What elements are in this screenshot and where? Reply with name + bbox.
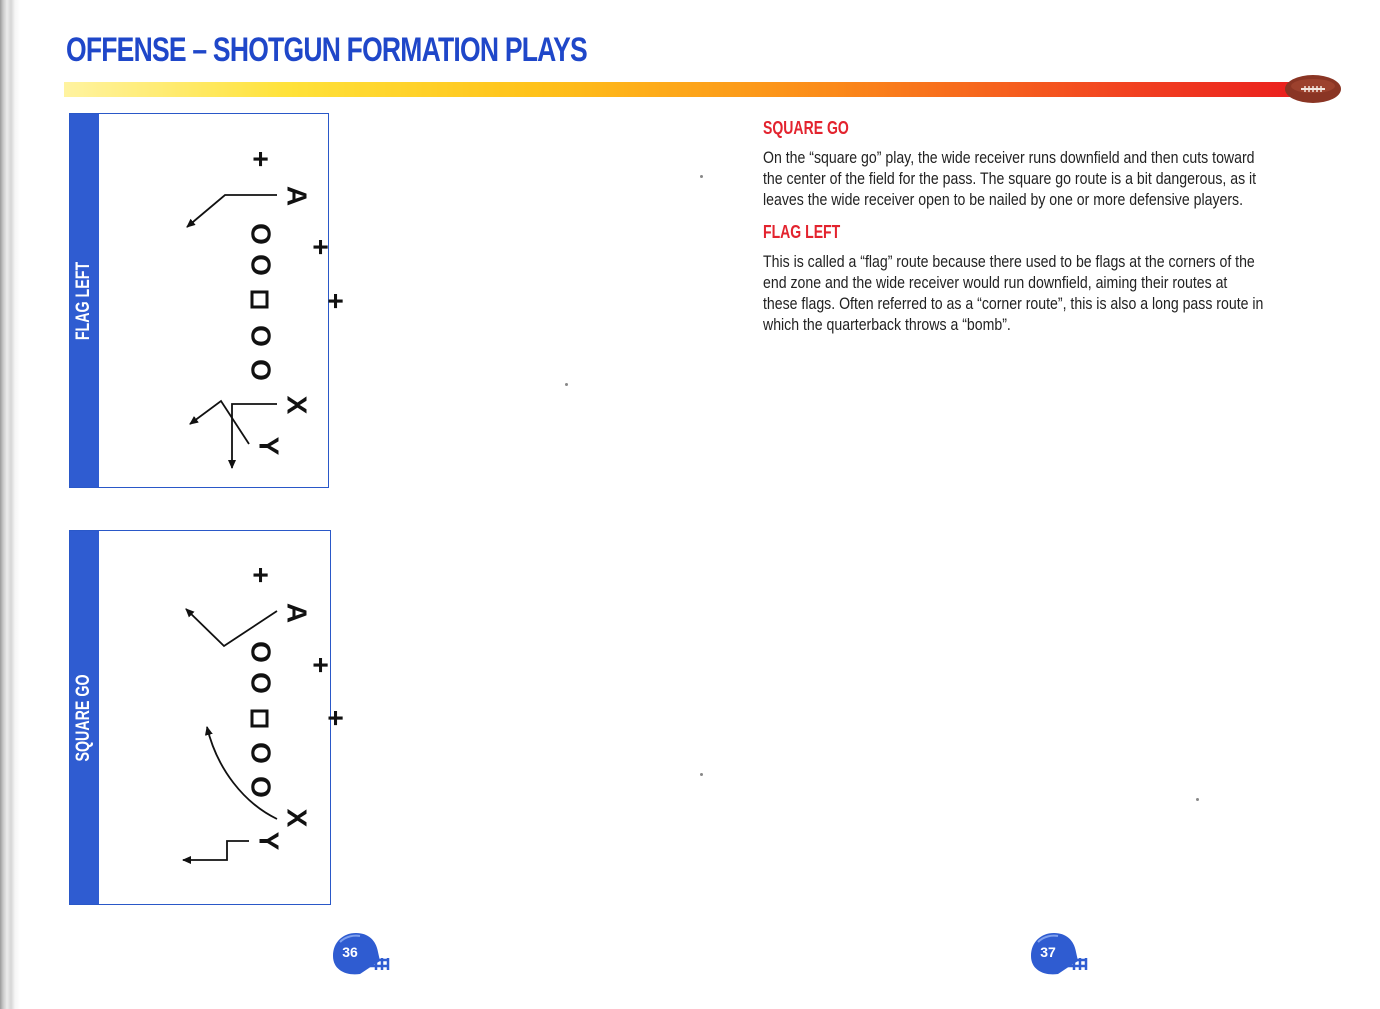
text-line: end zone and the wide receiver would run downfield, aiming their routes at [763,273,1228,292]
lineman-mark: O [245,254,277,276]
gradient-bar [64,82,1304,97]
route-x [207,727,277,819]
defender-mark: + [305,238,337,256]
route-y [190,401,249,444]
receiver-y-mark: Y [253,831,285,851]
route-y [183,841,249,860]
defender-mark: + [245,150,277,168]
scan-speck [1196,798,1199,801]
receiver-a-mark: A [281,602,313,624]
text-line: these flags. Often referred to as a “corner route”, this is also a long pass route in [763,294,1264,313]
page-number-left [330,930,392,980]
diagram-side-panel [70,531,99,904]
lineman-mark: O [245,359,277,381]
center-mark [252,711,267,726]
book-spine [0,0,20,1009]
lineman-mark: O [245,223,277,245]
receiver-x-mark: X [281,395,313,415]
receiver-a-mark: A [281,185,313,207]
receiver-y-mark: Y [253,436,285,456]
scan-speck [700,175,703,178]
defender-mark: + [245,566,277,584]
defender-mark: + [305,656,337,674]
diagram-label: FLAG LEFT [73,261,94,340]
play-diagram-square-go [69,530,352,905]
lineman-mark: O [245,742,277,764]
football-icon [1284,74,1342,104]
center-mark [252,292,267,307]
lineman-mark: O [245,776,277,798]
lineman-mark: O [245,641,277,663]
section-heading-square-go: SQUARE GO [763,118,849,138]
text-line: leaves the wide receiver open to be nailed by one or more defensive players. [763,190,1244,209]
page-title: OFFENSE – SHOTGUN FORMATION PLAYS [66,31,587,69]
defender-mark: + [320,709,352,727]
section-text-flag-left [763,251,1332,335]
lineman-mark: O [245,672,277,694]
lineman-mark: O [245,325,277,347]
play-field [99,114,352,487]
play-field [99,531,352,904]
scan-speck [565,383,568,386]
play-diagram-flag-left [69,113,352,488]
text-line: This is called a “flag” route because there used to be flags at the corners of the [763,252,1255,271]
diagram-side-panel [70,114,99,487]
page-number-right [1028,930,1090,980]
scan-speck [700,773,703,776]
receiver-x-mark: X [281,808,313,828]
page-number-text: 36 [342,944,358,960]
defender-mark: + [320,292,352,310]
text-line: On the “square go” play, the wide receiver runs downfield and then cuts toward [763,148,1255,167]
page-number-text: 37 [1040,944,1056,960]
diagram-label: SQUARE GO [73,673,94,762]
section-text-square-go [763,147,1332,210]
text-line: the center of the field for the pass. The square go route is a bit dangerous, as it [763,169,1257,188]
text-line: which the quarterback throws a “bomb”. [763,315,1011,334]
section-heading-flag-left: FLAG LEFT [763,222,841,242]
